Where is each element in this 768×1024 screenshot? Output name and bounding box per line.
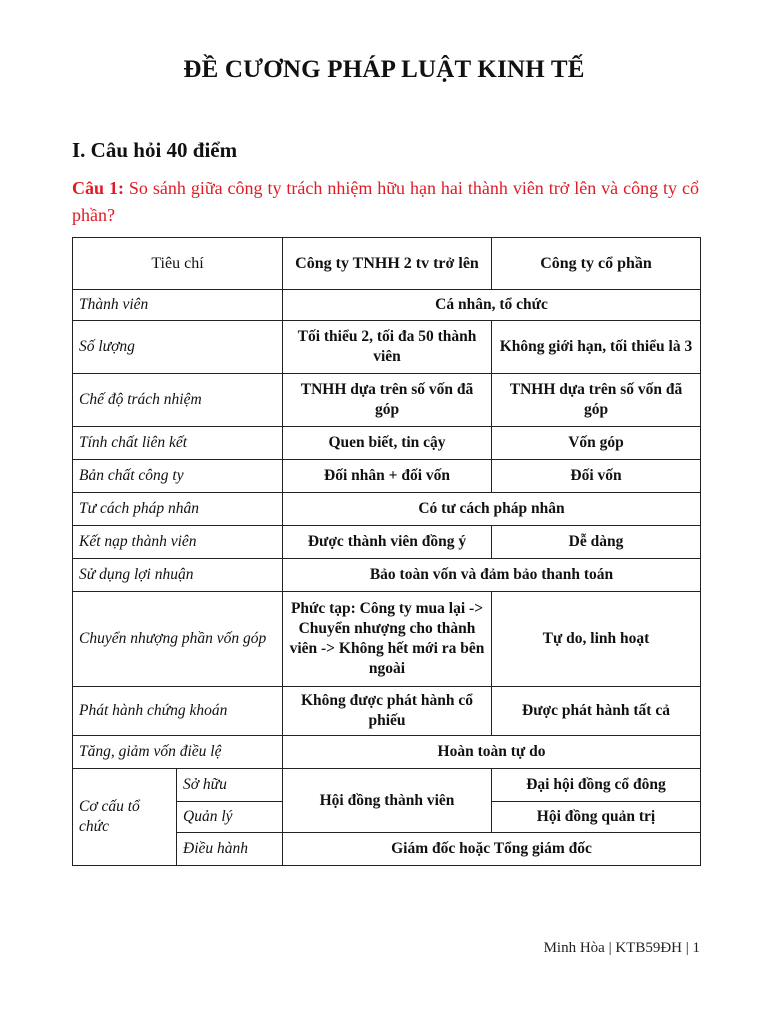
row-value-cp: Không giới hạn, tối thiểu là 3 — [492, 321, 701, 374]
row-value-cp: TNHH dựa trên số vốn đã góp — [492, 374, 701, 427]
row-value-cp: Đại hội đồng cổ đông — [492, 769, 701, 802]
row-label: Chế độ trách nhiệm — [73, 374, 283, 427]
row-value-cp: Dễ dàng — [492, 526, 701, 559]
sub-label-so-huu: Sở hữu — [177, 769, 283, 802]
table-row — [73, 427, 701, 460]
table-row — [73, 460, 701, 493]
table-row — [73, 526, 701, 559]
row-value-tnhh: Phức tạp: Công ty mua lại -> Chuyển nhượng cho thành viên -> Không hết mới ra bên ngoài — [283, 592, 492, 687]
table-row — [73, 592, 701, 687]
table-row — [73, 687, 701, 736]
row-value-both: Có tư cách pháp nhân — [283, 493, 701, 526]
row-label: Bản chất công ty — [73, 460, 283, 493]
table-row — [73, 290, 701, 321]
row-label: Cơ cấu tổ chức — [73, 769, 177, 866]
row-value-both: Giám đốc hoặc Tổng giám đốc — [283, 833, 701, 866]
table-row — [73, 559, 701, 592]
row-value-cp: Tự do, linh hoạt — [492, 592, 701, 687]
page-title: ĐỀ CƯƠNG PHÁP LUẬT KINH TẾ — [183, 56, 585, 83]
sub-label-dieu-hanh: Điều hành — [177, 833, 283, 866]
row-value-cp: Vốn góp — [492, 427, 701, 460]
row-label: Thành viên — [73, 290, 283, 321]
row-label: Tăng, giảm vốn điều lệ — [73, 736, 283, 769]
row-value-tnhh: Tối thiểu 2, tối đa 50 thành viên — [283, 321, 492, 374]
table-header-row — [73, 238, 701, 290]
row-value-both: Cá nhân, tổ chức — [283, 290, 701, 321]
question-1 — [72, 175, 699, 229]
row-value-tnhh: Quen biết, tin cậy — [283, 427, 492, 460]
row-value-tnhh: Không được phát hành cổ phiếu — [283, 687, 492, 736]
row-value-both: Hoàn toàn tự do — [283, 736, 701, 769]
row-value-cp: Đối vốn — [492, 460, 701, 493]
header-cp: Công ty cổ phần — [492, 238, 701, 290]
row-value-tnhh: TNHH dựa trên số vốn đã góp — [283, 374, 492, 427]
row-value-cp: Hội đồng quản trị — [492, 802, 701, 833]
section-heading: I. Câu hỏi 40 điểm — [72, 138, 238, 162]
table-row — [73, 736, 701, 769]
sub-label-quan-ly: Quản lý — [177, 802, 283, 833]
question-text: So sánh giữa công ty trách nhiệm hữu hạn hai thành viên trở lên và công ty cổ phần? — [72, 178, 699, 225]
table-row — [73, 321, 701, 374]
header-criteria: Tiêu chí — [73, 238, 283, 290]
row-value-tnhh: Được thành viên đồng ý — [283, 526, 492, 559]
table-row — [73, 493, 701, 526]
row-label: Tư cách pháp nhân — [73, 493, 283, 526]
comparison-table — [72, 237, 701, 866]
table-row — [73, 374, 701, 427]
row-value-cp: Được phát hành tất cả — [492, 687, 701, 736]
table-row — [73, 769, 701, 802]
row-label: Chuyển nhượng phần vốn góp — [73, 592, 283, 687]
row-value-both: Bảo toàn vốn và đảm bảo thanh toán — [283, 559, 701, 592]
row-value-tnhh: Hội đồng thành viên — [283, 769, 492, 833]
row-value-tnhh: Đối nhân + đối vốn — [283, 460, 492, 493]
row-label: Phát hành chứng khoán — [73, 687, 283, 736]
page-footer: Minh Hòa | KTB59ĐH | 1 — [543, 940, 700, 956]
header-tnhh: Công ty TNHH 2 tv trở lên — [283, 238, 492, 290]
row-label: Sử dụng lợi nhuận — [73, 559, 283, 592]
row-label: Kết nạp thành viên — [73, 526, 283, 559]
row-label: Tính chất liên kết — [73, 427, 283, 460]
row-label: Số lượng — [73, 321, 283, 374]
question-label: Câu 1: — [72, 178, 124, 198]
